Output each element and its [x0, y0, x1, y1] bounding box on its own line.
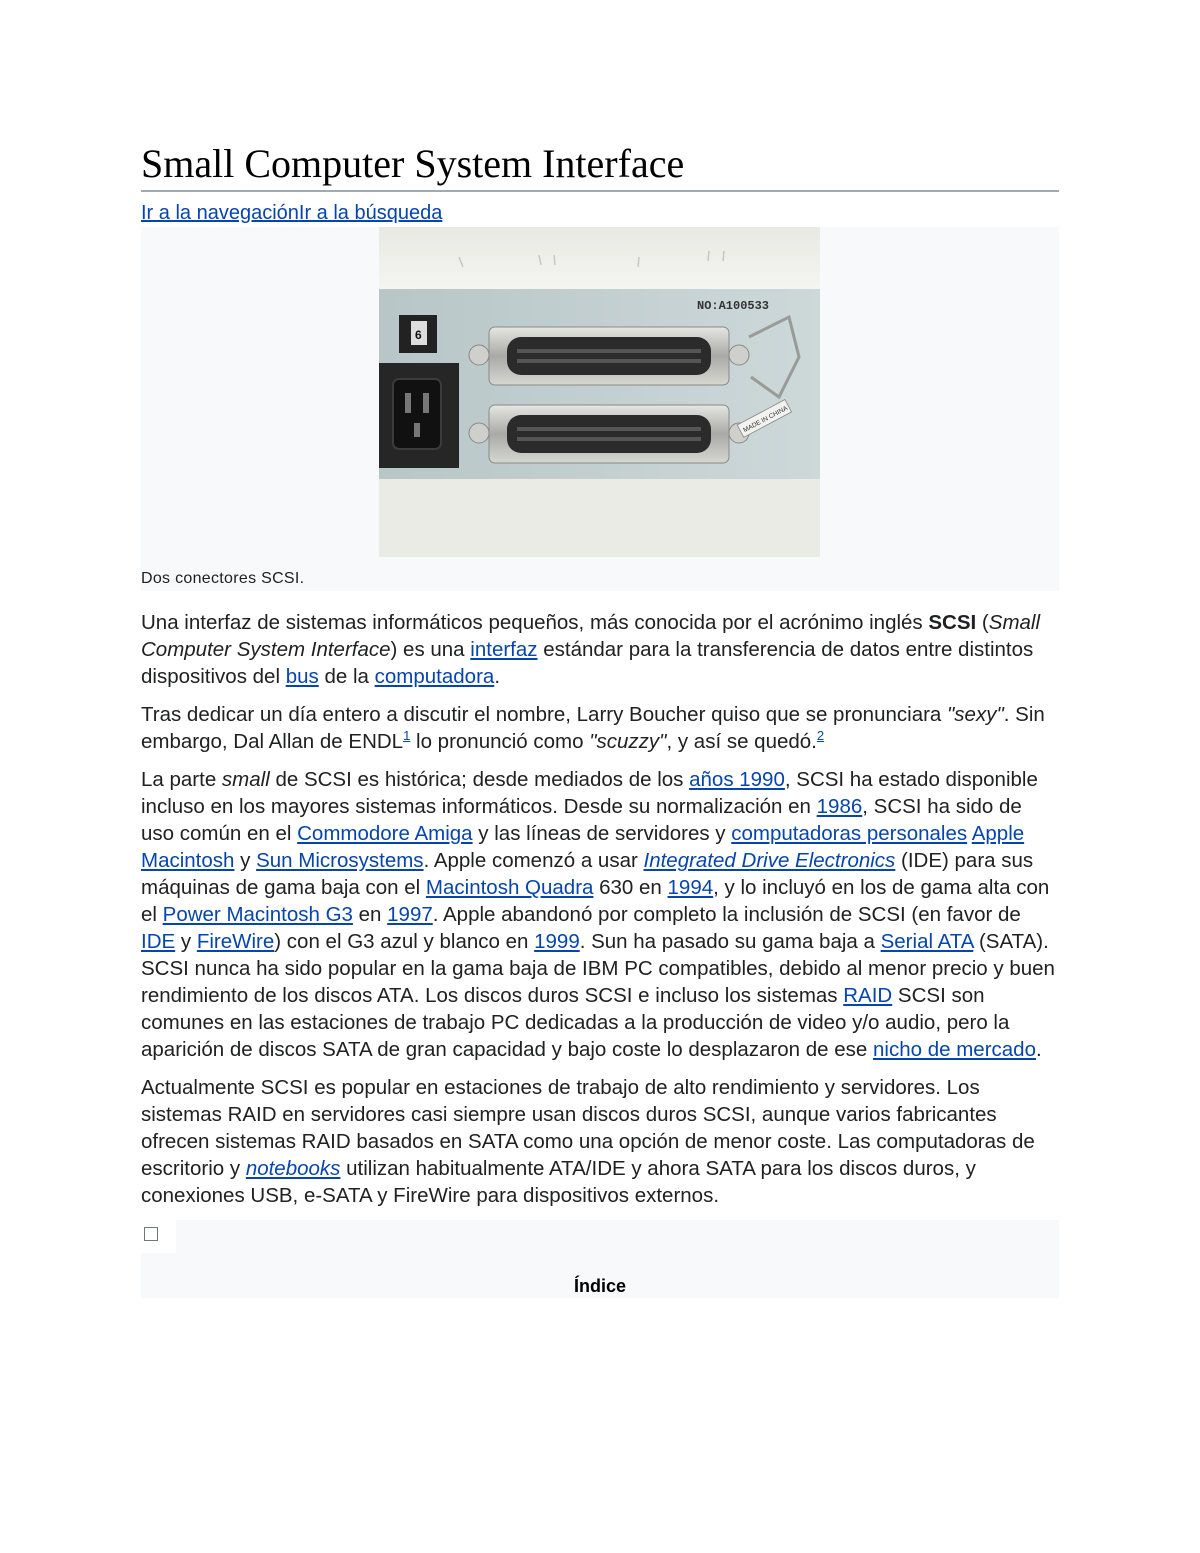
link-macintosh-quadra[interactable]: Macintosh Quadra: [425, 876, 594, 899]
link-notebooks[interactable]: notebooks: [245, 1157, 341, 1180]
infobox-figure: [141, 227, 1059, 591]
paragraph-history: La parte small de SCSI es histórica; desde mediados de los años 1990, SCSI ha estado disponible incluso en los mayores sistemas informáticos. Desde su normalización en 1986, SCSI ha sido de uso común en el Commodore Amiga y las líneas de servidores y computadoras personales Apple Macintosh y Sun Microsystems. Apple comenzó a usar Integrated Drive Electronics (IDE) para sus máquinas de gama baja con el Macintosh Quadra 630 en 1994, y lo incluyó en los de gama alta con el Power Macintosh G3 en 1997. Apple abandonó por completo la inclusión de SCSI (en favor de IDE y FireWire) con el G3 azul y blanco en 1999. Sun ha pasado su gama baja a Serial ATA (SATA). SCSI nunca ha sido popular en la gama baja de IBM PC compatibles, debido al menor precio y buen rendimiento de los discos ATA. Los discos duros SCSI e incluso los sistemas RAID SCSI son comunes en las estaciones de trabajo PC dedicadas a la producción de video y/o audio, pero la aparición de discos SATA de gran capacidad y bajo coste lo desplazaron de ese nicho de mercado.: [141, 768, 1055, 1061]
link-ide[interactable]: IDE: [141, 930, 176, 953]
link-nicho-de-mercado[interactable]: nicho de mercado: [873, 1038, 1036, 1061]
link-firewire[interactable]: FireWire: [196, 930, 275, 953]
table-of-contents: [141, 1220, 1059, 1298]
jump-links: [141, 201, 1059, 225]
link-apple-macintosh[interactable]: Apple Macintosh: [141, 822, 1025, 872]
scsi-connector-bottom: [469, 405, 749, 463]
article: [141, 140, 1059, 1298]
paragraph-name-origin: Tras dedicar un día entero a discutir el nombre, Larry Boucher quiso que se pronunciara "sexy". Sin embargo, Dal Allan de ENDL$^1$ lo pronunció como "scuzzy", y así se quedó.$^2$: [141, 703, 1045, 753]
toc-toggle-container: [141, 1220, 176, 1253]
paragraph-current-use: Actualmente SCSI es popular en estaciones de trabajo de alto rendimiento y servidores. Los sistemas RAID en servidores casi siempre usan discos duros SCSI, aunque varios fabricantes ofrecen sistemas RAID basados en SATA como una opción de menor coste. Las computadoras de escritorio y notebooks utilizan habitualmente ATA/IDE y ahora SATA para los discos duros, y conexiones USB, e-SATA y FireWire para dispositivos externos.: [141, 1076, 1035, 1207]
reference-2-link[interactable]: 2: [816, 728, 825, 744]
link-1999[interactable]: 1999: [534, 930, 580, 953]
link-bus[interactable]: bus: [285, 665, 319, 688]
link-1994[interactable]: 1994: [667, 876, 714, 899]
link-integrated-drive-electronics[interactable]: Integrated Drive Electronics: [643, 849, 896, 872]
link-commodore-amiga[interactable]: Commodore Amiga: [297, 822, 473, 845]
jump-to-navigation-link[interactable]: Ir a la navegación: [141, 202, 299, 224]
reference-1-link[interactable]: 1: [403, 728, 411, 744]
link-computadoras-personales[interactable]: computadoras personales: [731, 822, 968, 845]
page-title: Small Computer System Interface: [141, 140, 1059, 192]
toc-toggle-checkbox[interactable]: [144, 1227, 158, 1241]
link-computadora[interactable]: computadora: [374, 665, 495, 688]
toc-title: Índice: [573, 1276, 626, 1296]
link-interfaz[interactable]: interfaz: [470, 638, 538, 661]
link-1986[interactable]: 1986: [816, 795, 863, 818]
scsi-connectors-photo[interactable]: [379, 227, 820, 557]
serial-label: NO:A100533: [697, 299, 770, 313]
fuse-label: 6: [415, 328, 422, 342]
figure-caption: Dos conectores SCSI.: [141, 570, 305, 587]
link-raid[interactable]: RAID: [843, 984, 893, 1007]
jump-to-search-link[interactable]: Ir a la búsqueda: [298, 202, 443, 224]
link-anos-1990[interactable]: años 1990: [689, 768, 785, 791]
link-serial-ata[interactable]: Serial ATA: [880, 930, 974, 953]
link-1997[interactable]: 1997: [387, 903, 433, 926]
paragraph-intro: Una interfaz de sistemas informáticos pequeños, más conocida por el acrónimo inglés SCSI (Small Computer System Interface) es una interfaz estándar para la transferencia de datos entre distintos dispositivos del bus de la computadora.: [141, 611, 1041, 688]
link-power-macintosh-g3[interactable]: Power Macintosh G3: [162, 903, 353, 926]
made-in-label: MADE IN CHINA: [742, 404, 789, 435]
acronym-bold: SCSI: [928, 611, 977, 634]
link-sun-microsystems[interactable]: Sun Microsystems: [256, 849, 424, 872]
